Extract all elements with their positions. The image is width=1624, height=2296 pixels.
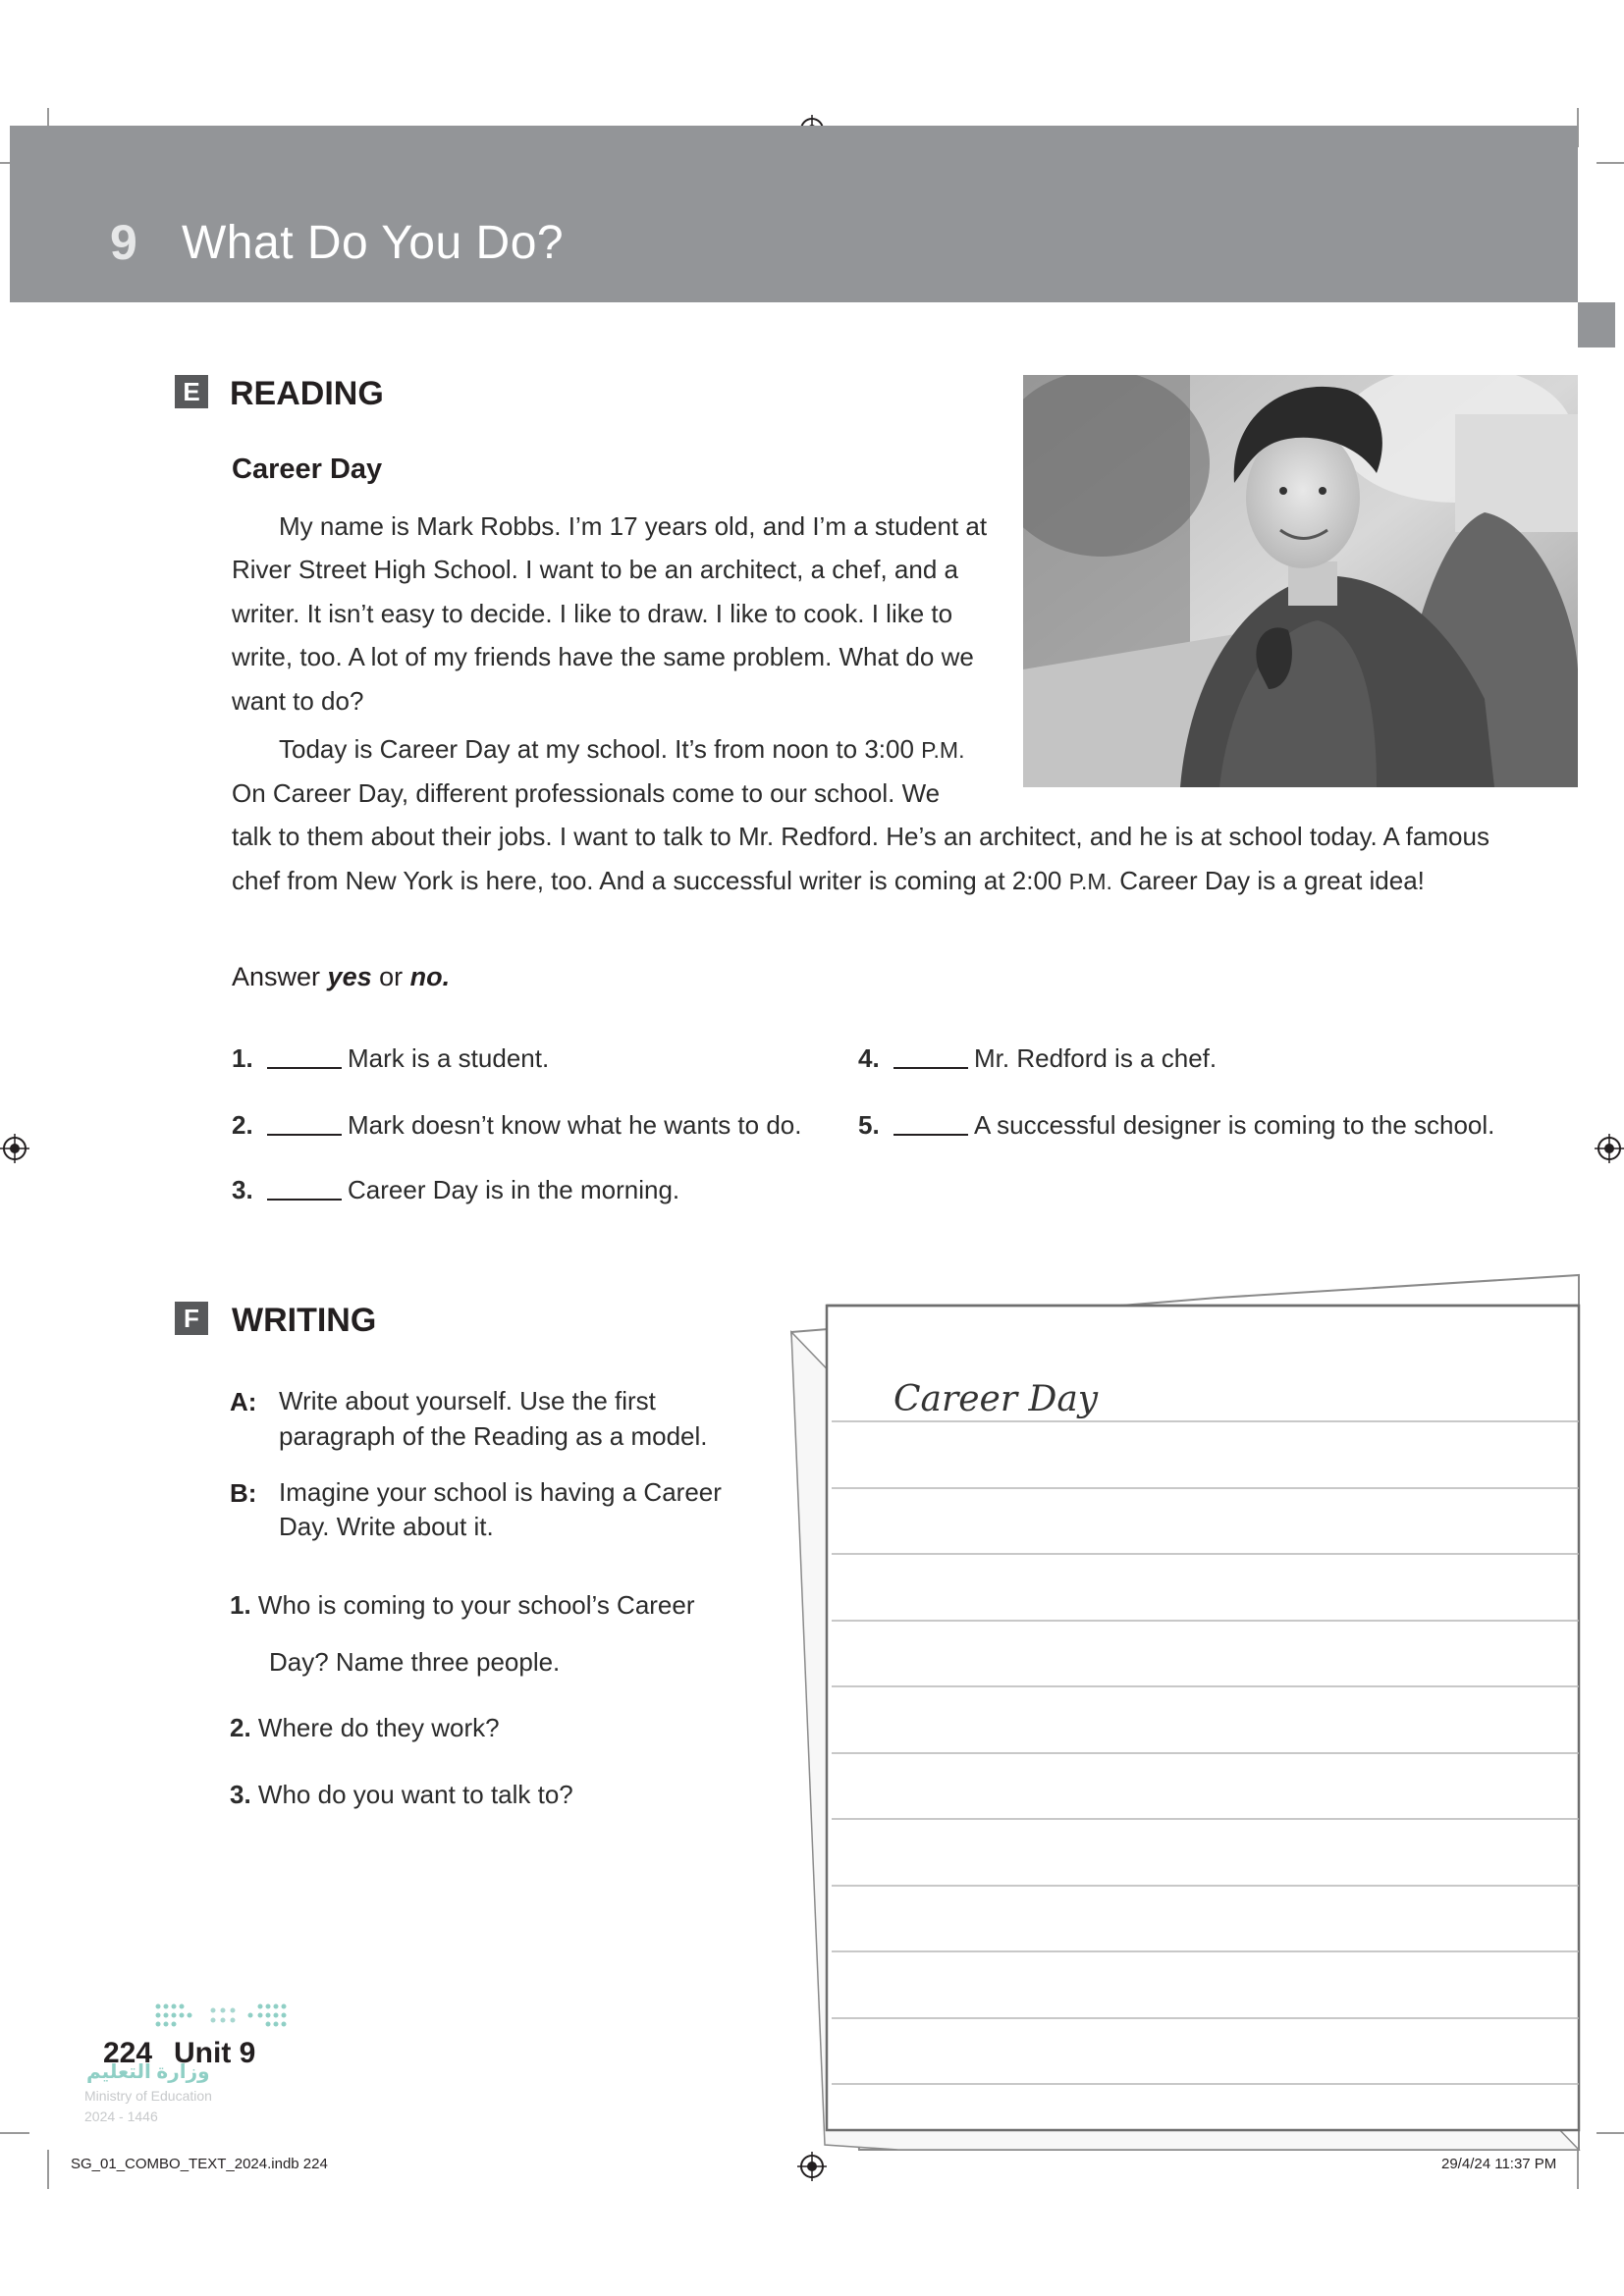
crop-mark	[1597, 162, 1624, 164]
ministry-year: 2024 - 1446	[84, 2109, 158, 2124]
pm-label: P.M.	[921, 737, 965, 763]
paper-heading: Career Day	[893, 1379, 1099, 1419]
answer-blank[interactable]	[267, 1067, 342, 1069]
reading-line: On Career Day, different professionals come to our school. We	[232, 778, 941, 808]
reading-line: Today is Career Day at my school. It’s from noon to 3:00 P.M.	[279, 734, 965, 764]
reading-line: talk to them about their jobs. I want to talk to Mr. Redford. He’s an architect, and he is at school today. A famous	[232, 822, 1489, 851]
reading-line: River Street High School. I want to be an architect, a chef, and a	[232, 555, 958, 584]
writing-heading: WRITING	[232, 1302, 377, 1339]
answer-instruction: Answer yes or no.	[232, 962, 451, 991]
ministry-arabic: وزارة التعليم	[86, 2061, 210, 2083]
crop-mark	[0, 2132, 29, 2134]
registration-mark-icon	[0, 1134, 29, 1163]
writing-question: Day? Name three people.	[269, 1647, 561, 1677]
section-letter-f: F	[175, 1302, 208, 1335]
answer-blank[interactable]	[893, 1067, 968, 1069]
section-letter-e: E	[175, 375, 208, 408]
registration-mark-icon	[797, 2152, 827, 2181]
task-b-line: Day. Write about it.	[279, 1512, 494, 1541]
page-unit-label: Unit 9	[174, 2037, 256, 2069]
unit-title: What Do You Do?	[182, 217, 565, 269]
writing-question: 2. Where do they work?	[230, 1713, 500, 1742]
reading-line: writer. It isn’t easy to decide. I like to draw. I like to cook. I like to	[232, 599, 953, 628]
answer-blank[interactable]	[267, 1199, 342, 1201]
reading-line: My name is Mark Robbs. I’m 17 years old, and I’m a student at	[279, 511, 988, 541]
student-photo	[1023, 375, 1578, 787]
crop-mark	[1597, 2132, 1624, 2134]
task-a-line: paragraph of the Reading as a model.	[279, 1421, 708, 1451]
crop-mark	[1577, 2150, 1579, 2189]
ministry-logo-icon	[152, 1999, 295, 2038]
question-item: 2. Mark doesn’t know what he wants to do.	[232, 1110, 802, 1140]
answer-blank[interactable]	[893, 1134, 968, 1136]
page-number: 224	[103, 2037, 153, 2069]
file-slug: SG_01_COMBO_TEXT_2024.indb 224	[71, 2156, 328, 2172]
ministry-english: Ministry of Education	[84, 2088, 212, 2104]
reading-heading: READING	[230, 375, 384, 412]
question-item: 5. A successful designer is coming to the school.	[858, 1110, 1495, 1140]
task-a-line: Write about yourself. Use the first	[279, 1386, 656, 1415]
reading-line: chef from New York is here, too. And a successful writer is coming at 2:00 P.M. Career Day is a great idea!	[232, 866, 1425, 895]
task-b-line: Imagine your school is having a Career	[279, 1477, 722, 1507]
question-item: 1. Mark is a student.	[232, 1043, 550, 1073]
reading-line: want to do?	[232, 686, 364, 716]
pm-label: P.M.	[1068, 869, 1112, 894]
unit-number: 9	[110, 215, 137, 270]
reading-subtitle: Career Day	[232, 454, 383, 485]
crop-mark	[47, 2150, 49, 2189]
header-tab	[1578, 302, 1615, 347]
writing-question: 3. Who do you want to talk to?	[230, 1780, 573, 1809]
question-item: 4. Mr. Redford is a chef.	[858, 1043, 1218, 1073]
task-b-label: B:	[230, 1478, 257, 1508]
reading-line: write, too. A lot of my friends have the same problem. What do we	[232, 642, 974, 671]
print-date: 29/4/24 11:37 PM	[1441, 2156, 1557, 2172]
registration-mark-icon	[1595, 1134, 1624, 1163]
answer-blank[interactable]	[267, 1134, 342, 1136]
question-item: 3. Career Day is in the morning.	[232, 1175, 680, 1204]
unit-header-band	[10, 126, 1578, 302]
writing-question: 1. Who is coming to your school’s Career	[230, 1590, 695, 1620]
task-a-label: A:	[230, 1387, 257, 1416]
